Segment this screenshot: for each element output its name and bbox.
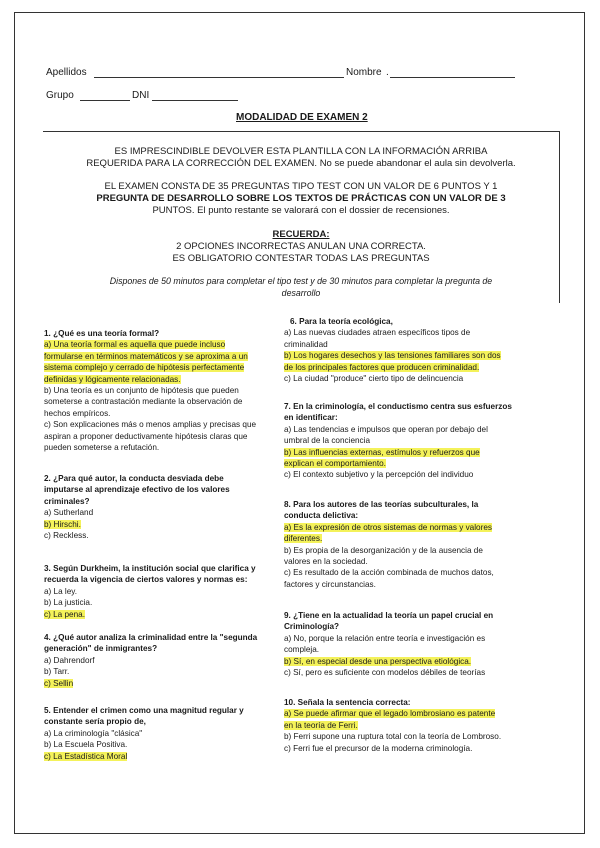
q1-option-a-3[interactable]: sistema complejo y cerrado de hipótesis perfectamente	[44, 363, 245, 373]
q4-option-a[interactable]: a) Dahrendorf	[44, 655, 95, 665]
notice-line-2: REQUERIDA PARA LA CORRECCIÓN DEL EXAMEN. No se puede abandonar el aula sin devolverla.	[86, 158, 516, 169]
question-4	[44, 632, 282, 689]
notice-box	[43, 131, 560, 303]
question-4-title-2: generación" de inmigrantes?	[44, 644, 158, 654]
q1-option-c-1[interactable]: c) Son explicaciones más o menos amplias y precisas que	[44, 420, 257, 430]
q6-option-b-2[interactable]: de los principales factores que producen criminalidad.	[284, 362, 480, 372]
q7-option-a-1[interactable]: a) Las tendencias e impulsos que operan por debajo del	[284, 424, 488, 434]
notice-line-8: Dispones de 50 minutos para completar el tipo test y de 30 minutos para completar la pregunta de	[109, 276, 493, 286]
q2-option-b[interactable]: b) Hirschi.	[44, 519, 81, 529]
q8-option-c-2: factores y circunstancias.	[284, 579, 376, 589]
q1-option-a-1[interactable]: a) Una teoría formal es aquella que puede incluso	[44, 340, 226, 350]
notice-line-1: ES IMPRESCINDIBLE DEVOLVER ESTA PLANTILLA CON LA INFORMACIÓN ARRIBA	[114, 146, 488, 157]
q1-option-c-3: pueden someterse a refutación.	[44, 443, 160, 453]
question-7-title-2: en identificar:	[284, 413, 338, 423]
q1-option-a-4[interactable]: definidas y lógicamente relacionadas.	[44, 374, 181, 384]
dni-label: DNI	[132, 90, 150, 101]
grupo-field[interactable]	[80, 100, 130, 101]
q7-option-b-1[interactable]: b) Las influencias externas, estímulos y refuerzos que	[284, 447, 480, 457]
q7-option-a-2: umbral de la conciencia	[284, 436, 371, 446]
notice-line-6: 2 OPCIONES INCORRECTAS ANULAN UNA CORRECTA.	[176, 241, 426, 252]
q6-option-a-1[interactable]: a) Las nuevas ciudades atraen específicos tipos de	[284, 328, 471, 338]
question-1	[44, 328, 282, 453]
question-5-title-2: constante sería propio de,	[44, 717, 146, 727]
question-5	[44, 705, 282, 762]
notice-line-7: ES OBLIGATORIO CONTESTAR TODAS LAS PREGUNTAS	[172, 253, 430, 264]
q9-option-b[interactable]: b) Sí, en especial desde una perspectiva etiológica.	[284, 656, 472, 666]
question-9	[284, 610, 546, 678]
q1-option-b-2: someterse a contrastación mediante la observación de	[44, 397, 243, 407]
question-8-title-2: conducta delictiva:	[284, 511, 359, 521]
question-2-title-2: imputarse al aprendizaje efectivo de los valores	[44, 485, 230, 495]
notice-line-4: PREGUNTA DE DESARROLLO SOBRE LOS TEXTOS DE PRÁCTICAS CON UN VALOR DE 3	[96, 193, 506, 204]
q3-option-c[interactable]: c) La pena.	[44, 609, 85, 619]
question-6	[284, 316, 546, 384]
question-9-title-1: 9. ¿Tiene en la actualidad la teoría un papel crucial en	[284, 611, 494, 620]
q5-option-b[interactable]: b) La Escuela Positiva.	[44, 740, 128, 750]
q6-option-b-1[interactable]: b) Los hogares desechos y las tensiones familiares son dos	[284, 351, 501, 361]
exam-title: MODALIDAD DE EXAMEN 2	[236, 112, 368, 123]
question-7	[284, 401, 546, 481]
q10-option-a-2[interactable]: en la teoría de Ferri.	[284, 720, 358, 730]
question-2-title-1: 2. ¿Para qué autor, la conducta desviada debe	[44, 474, 224, 483]
question-8	[284, 499, 546, 590]
notice-recuerda: RECUERDA:	[272, 229, 330, 240]
q3-option-b[interactable]: b) La justicia.	[44, 598, 93, 608]
question-9-title-2: Criminología?	[284, 622, 340, 632]
q10-option-c[interactable]: c) Ferri fue el precursor de la moderna criminología.	[284, 743, 473, 753]
q1-option-a-2[interactable]: formularse en términos matemáticos y se aproxima a un	[44, 351, 248, 361]
q9-option-a-1[interactable]: a) No, porque la relación entre teoría e investigación es	[284, 633, 486, 643]
nombre-field[interactable]	[390, 77, 515, 78]
apellidos-label: Apellidos	[46, 67, 87, 78]
notice-line-3: EL EXAMEN CONSTA DE 35 PREGUNTAS TIPO TEST CON UN VALOR DE 6 PUNTOS Y 1	[104, 181, 498, 192]
question-7-title-1: 7. En la criminología, el conductismo centra sus esfuerzos	[284, 402, 512, 411]
q3-option-a[interactable]: a) La ley.	[44, 586, 78, 596]
q9-option-a-2: compleja.	[284, 645, 320, 655]
question-3-title-2: recuerda la vigencia de ciertos valores y normas es:	[44, 575, 248, 585]
q8-option-a-1[interactable]: a) Es la expresión de otros sistemas de normas y valores	[284, 522, 492, 532]
q10-option-a-1[interactable]: a) Se puede afirmar que el legado lombrosiano es patente	[284, 709, 496, 719]
question-10	[284, 697, 546, 754]
q2-option-c[interactable]: c) Reckless.	[44, 531, 89, 541]
question-6-title: 6. Para la teoría ecológica,	[290, 317, 393, 326]
nombre-label: Nombre	[346, 67, 382, 78]
question-5-title-1: 5. Entender el crimen como una magnitud regular y	[44, 706, 244, 715]
q7-option-b-2[interactable]: explican el comportamiento.	[284, 459, 386, 469]
notice-line-9: desarrollo	[281, 288, 321, 298]
apellidos-field[interactable]	[94, 77, 344, 78]
grupo-label: Grupo	[46, 90, 74, 101]
dni-field[interactable]	[152, 100, 238, 101]
q7-option-c[interactable]: c) El contexto subjetivo y la percepción del individuo	[284, 470, 474, 480]
q5-option-a[interactable]: a) La criminología "clásica"	[44, 728, 143, 738]
question-4-title-1: 4. ¿Qué autor analiza la criminalidad entre la "segunda	[44, 633, 258, 642]
question-1-title: 1. ¿Qué es una teoría formal?	[44, 329, 160, 338]
q4-option-c[interactable]: c) Sellin	[44, 678, 74, 688]
q8-option-b-1[interactable]: b) Es propia de la desorganización y de la ausencia de	[284, 545, 483, 555]
q6-option-c[interactable]: c) La ciudad "produce" cierto tipo de delincuencia	[284, 374, 464, 384]
q1-option-b-1[interactable]: b) Una teoría es un conjunto de hipótesis que pueden	[44, 386, 239, 396]
q5-option-c[interactable]: c) La Estadística Moral	[44, 751, 128, 761]
notice-line-5: PUNTOS. El punto restante se valorará con el dossier de recensiones.	[152, 205, 450, 216]
question-2-title-3: criminales?	[44, 496, 90, 506]
q8-option-c-1[interactable]: c) Es resultado de la acción combinada de muchos datos,	[284, 568, 494, 578]
q9-option-c[interactable]: c) Sí, pero es suficiente con modelos débiles de teorías	[284, 668, 486, 678]
question-8-title-1: 8. Para los autores de las teorías subculturales, la	[284, 500, 479, 509]
q4-option-b[interactable]: b) Tarr.	[44, 667, 70, 677]
question-3-title-1: 3. Según Durkheim, la institución social que clarifica y	[44, 564, 256, 573]
q10-option-b[interactable]: b) Ferri supone una ruptura total con la teoría de Lombroso.	[284, 732, 502, 742]
q1-option-c-2: aspiran a proponer deductivamente hipótesis claras que	[44, 431, 248, 441]
q6-option-a-2: criminalidad	[284, 339, 328, 349]
question-2	[44, 473, 282, 541]
q8-option-b-2: valores en la sociedad.	[284, 557, 368, 567]
question-3	[44, 563, 282, 620]
question-10-title: 10. Señala la sentencia correcta:	[284, 698, 411, 707]
q8-option-a-2[interactable]: diferentes.	[284, 534, 323, 544]
q2-option-a[interactable]: a) Sutherland	[44, 508, 94, 518]
q1-option-b-3: hechos empíricos.	[44, 408, 111, 418]
